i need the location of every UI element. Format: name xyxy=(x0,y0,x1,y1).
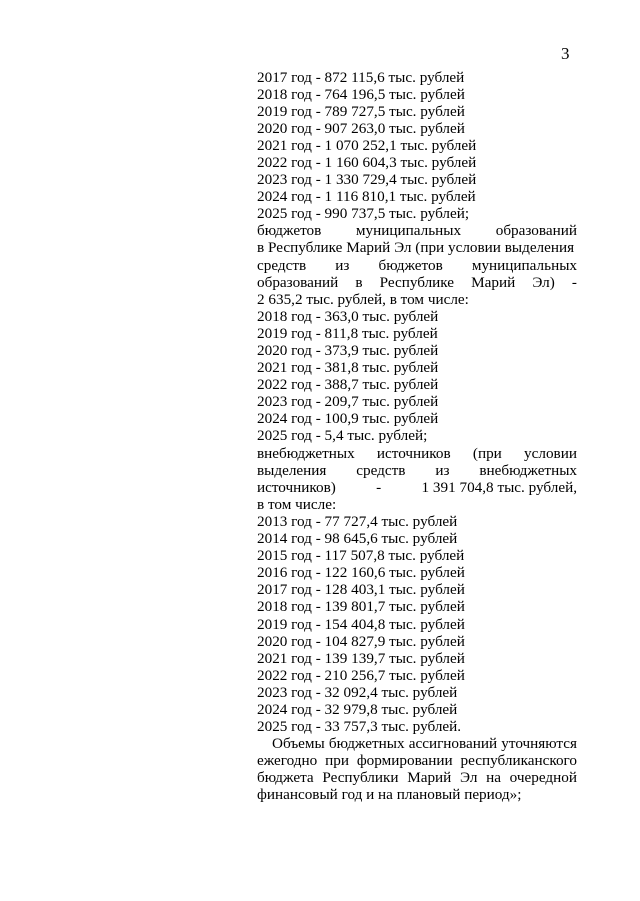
text-line xyxy=(257,274,577,291)
word: Республики xyxy=(322,769,399,787)
word: источников) xyxy=(257,478,336,496)
text-line xyxy=(257,752,577,769)
word: из xyxy=(435,461,450,479)
text-line: в Республике Марий Эл (при условии выделения xyxy=(257,239,575,257)
funding-line: 2017 год - 128 403,1 тыс. рублей xyxy=(257,581,465,599)
word: очередной xyxy=(509,769,577,787)
word: при xyxy=(325,752,349,770)
funding-line: 2025 год - 33 757,3 тыс. рублей. xyxy=(257,718,462,736)
funding-line: 2024 год - 1 116 810,1 тыс. рублей xyxy=(257,188,476,206)
word: (при xyxy=(472,444,502,462)
text-line: финансовый год и на плановый период»; xyxy=(257,786,522,804)
funding-list-municipal xyxy=(257,308,577,445)
funding-list-extrabudget xyxy=(257,513,577,735)
word: Республике xyxy=(379,273,455,291)
text-line: в том числе: xyxy=(257,495,337,513)
funding-line: 2018 год - 139 801,7 тыс. рублей xyxy=(257,598,465,616)
municipal-heading xyxy=(257,222,577,307)
text-line xyxy=(257,769,577,786)
text-line xyxy=(257,735,577,752)
funding-line: 2020 год - 104 827,9 тыс. рублей xyxy=(257,632,465,650)
word: уточняются xyxy=(501,735,577,753)
word: средств xyxy=(257,256,307,274)
funding-line: 2022 год - 1 160 604,3 тыс. рублей xyxy=(257,153,477,171)
word: - xyxy=(376,478,382,496)
word: ассигнований xyxy=(408,735,498,753)
word: внебюджетных xyxy=(257,444,355,462)
word: выделения xyxy=(257,461,327,479)
word: Эл) xyxy=(532,273,555,291)
word: образований xyxy=(257,273,339,291)
funding-line: 2021 год - 1 070 252,1 тыс. рублей xyxy=(257,136,477,154)
funding-line: 2019 год - 789 727,5 тыс. рублей xyxy=(257,102,465,120)
funding-line: 2019 год - 154 404,8 тыс. рублей xyxy=(257,615,465,633)
document-body xyxy=(257,69,577,804)
text-line xyxy=(257,445,577,462)
word: Объемы xyxy=(272,735,325,753)
funding-line: 2025 год - 5,4 тыс. рублей; xyxy=(257,427,428,445)
funding-line: 2017 год - 872 115,6 тыс. рублей xyxy=(257,68,465,86)
funding-line: 2021 год - 139 139,7 тыс. рублей xyxy=(257,649,465,667)
funding-line: 2025 год - 990 737,5 тыс. рублей; xyxy=(257,205,470,223)
word: бюджета xyxy=(257,769,314,787)
funding-line: 2014 год - 98 645,6 тыс. рублей xyxy=(257,530,458,548)
funding-line: 2018 год - 363,0 тыс. рублей xyxy=(257,307,439,325)
closing-paragraph xyxy=(257,735,577,803)
funding-line: 2020 год - 907 263,0 тыс. рублей xyxy=(257,119,465,137)
funding-line: 2024 год - 100,9 тыс. рублей xyxy=(257,410,439,428)
word: республиканского xyxy=(460,752,577,770)
word: в xyxy=(355,273,363,291)
funding-line: 2013 год - 77 727,4 тыс. рублей xyxy=(257,512,458,530)
word: Марий xyxy=(471,273,516,291)
word: образований xyxy=(495,222,577,240)
word: формировании xyxy=(356,752,453,770)
funding-line: 2023 год - 32 092,4 тыс. рублей xyxy=(257,683,458,701)
text-line: 2 635,2 тыс. рублей, в том числе: xyxy=(257,290,469,308)
word: муниципальных xyxy=(471,256,577,274)
funding-line: 2018 год - 764 196,5 тыс. рублей xyxy=(257,85,465,103)
extrabudget-heading xyxy=(257,445,577,513)
funding-list-republican xyxy=(257,69,577,223)
funding-line: 2024 год - 32 979,8 тыс. рублей xyxy=(257,700,458,718)
funding-line: 2016 год - 122 160,6 тыс. рублей xyxy=(257,564,465,582)
word: - xyxy=(571,273,577,291)
funding-line: 2023 год - 209,7 тыс. рублей xyxy=(257,393,439,411)
funding-line: 2015 год - 117 507,8 тыс. рублей xyxy=(257,547,465,565)
text-line xyxy=(257,257,577,274)
word: средств xyxy=(356,461,406,479)
word: 1 391 704,8 тыс. рублей, xyxy=(421,478,577,496)
text-line xyxy=(257,479,577,496)
word: на xyxy=(486,769,501,787)
word: муниципальных xyxy=(355,222,462,240)
funding-line: 2023 год - 1 330 729,4 тыс. рублей xyxy=(257,171,477,189)
word: бюджетов xyxy=(378,256,443,274)
text-line xyxy=(257,462,577,479)
funding-line: 2021 год - 381,8 тыс. рублей xyxy=(257,359,439,377)
page-number: 3 xyxy=(561,44,570,63)
word: Эл xyxy=(460,769,478,787)
word: из xyxy=(335,256,350,274)
text-line xyxy=(257,222,577,239)
funding-line: 2022 год - 388,7 тыс. рублей xyxy=(257,376,439,394)
funding-line: 2020 год - 373,9 тыс. рублей xyxy=(257,342,439,359)
word: бюджетных xyxy=(328,735,405,753)
word: источников xyxy=(376,444,451,462)
funding-line: 2022 год - 210 256,7 тыс. рублей xyxy=(257,666,465,684)
word: условии xyxy=(524,444,577,462)
word: внебюджетных xyxy=(479,461,577,479)
word: бюджетов xyxy=(257,222,322,240)
word: Марий xyxy=(407,769,452,787)
word: ежегодно xyxy=(257,752,318,770)
funding-line: 2019 год - 811,8 тыс. рублей xyxy=(257,324,438,342)
